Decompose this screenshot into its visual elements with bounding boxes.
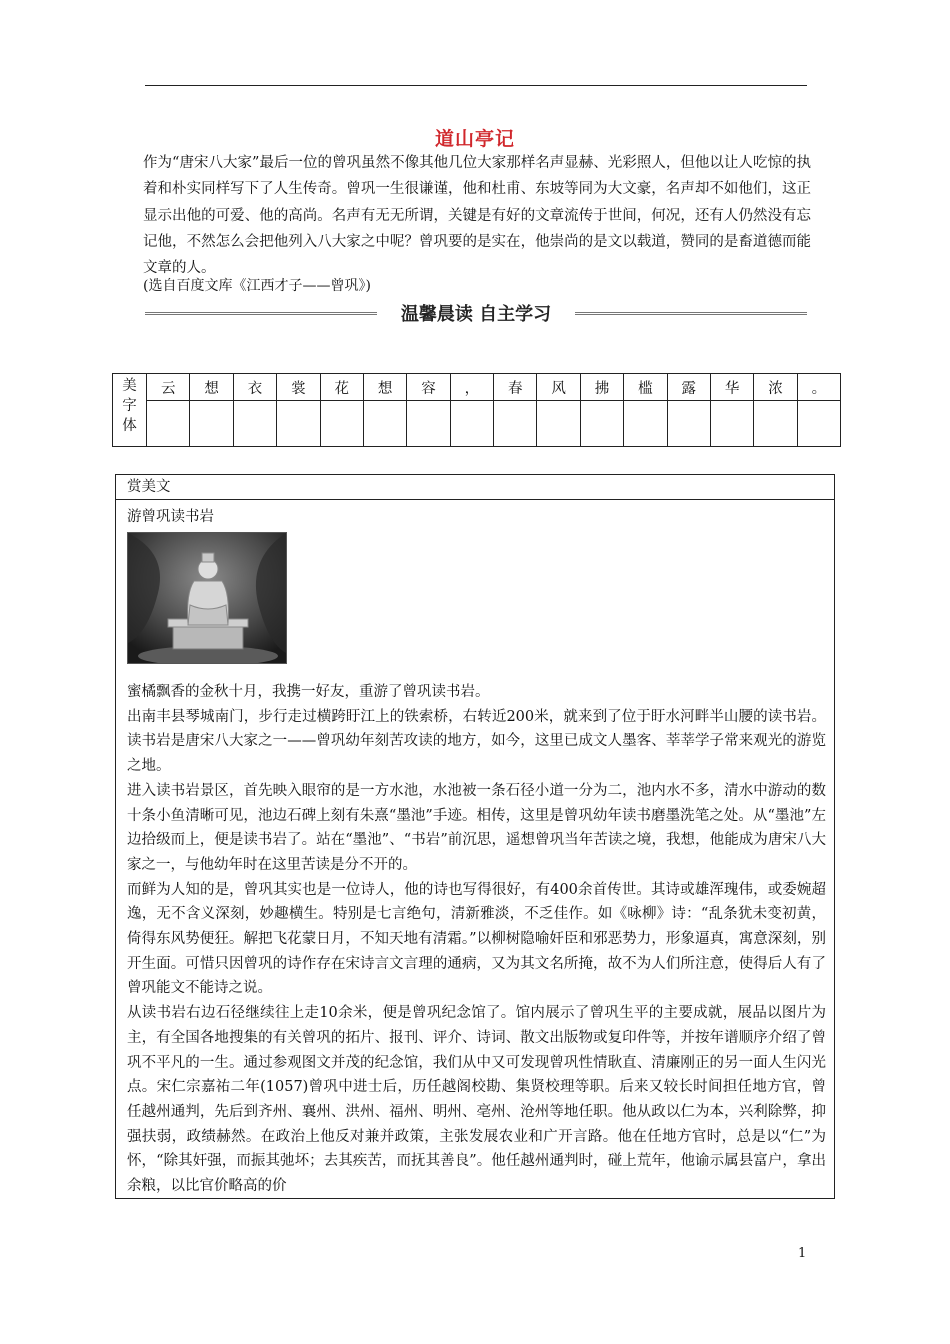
page-number: 1 [798,1246,807,1261]
essay-paragraph: 进入读书岩景区，首先映入眼帘的是一方水池，水池被一条石径小道一分为二，池内水不多，清水中游动的数十条小鱼清晰可见，池边石碑上刻有朱熹“墨池”手迹。相传，这里是曾巩幼年读书磨墨洗笔之处。从“墨池”左边拾级而上，便是读书岩了。站在“墨池”、“书岩”前沉思，遥想曾巩当年苦读之境，我想，他能成为唐宋八大家之一，与他幼年时在这里苦读是分不开的。 [127,782,826,873]
essay-paragraph: 出南丰县琴城南门，步行走过横跨盱江上的铁索桥，右转近200米，就来到了位于盱水河畔半山腰的读书岩。读书岩是唐宋八大家之一——曾巩幼年刻苦攻读的地方，如今，这里已成文人墨客、莘莘学子常来观光的游览之地。 [127,708,826,775]
calligraphy-row-header [113,374,147,447]
practice-cell[interactable] [754,401,797,447]
intro-source: (选自百度文库《江西才子——曾巩》) [143,278,371,294]
practice-cell[interactable] [407,401,450,447]
practice-cell[interactable] [450,401,493,447]
calligraphy-practice-row [113,401,841,447]
calligraphy-char: 裳 [277,374,320,401]
calligraphy-char: 槛 [624,374,667,401]
header-rule [145,85,807,86]
essay-title: 游曾巩读书岩 [127,509,214,525]
banner-label: 温馨晨读 自主学习 [400,304,552,325]
practice-cell[interactable] [147,401,190,447]
practice-cell[interactable] [190,401,233,447]
essay-box [115,474,835,1199]
practice-cell[interactable] [710,401,753,447]
statue-illustration [128,533,286,663]
essay-body [127,680,826,1199]
calligraphy-char: 风 [537,374,580,401]
calligraphy-char: 春 [494,374,537,401]
practice-cell[interactable] [363,401,406,447]
calligraphy-char: 想 [363,374,406,401]
row-header-text: 美字体 [122,378,137,434]
essay-paragraph: 从读书岩右边石径继续往上走10余米，便是曾巩纪念馆了。馆内展示了曾巩生平的主要成就，展品以图片为主，有全国各地搜集的有关曾巩的拓片、报刊、评介、诗词、散文出版物或复印件等，并按年谱顺序介绍了曾巩不平凡的一生。通过参观图文并茂的纪念馆，我们从中又可发现曾巩性情耿直、清廉刚正的另一面人生闪光点。宋仁宗嘉祐二年(1057)曾巩中进士后，历任越阁校勘、集贤校理等职。后来又较长时间担任地方官，曾任越州通判，先后到齐州、襄州、洪州、福州、明州、亳州、沧州等地任职。他从政以仁为本，兴利除弊，抑强扶弱，政绩赫然。在政治上他反对兼并政策，主张发展农业和广开言路。他在任地方官时，总是以“仁”为怀，“除其奸强，而振其弛坏；去其疾苦，而抚其善良”。他任越州通判时，碰上荒年，他谕示属县富户，拿出余粮，以比官价略高的价 [127,1005,826,1195]
calligraphy-char: ， [450,374,493,401]
statue-photo [127,532,287,664]
calligraphy-char: 衣 [233,374,276,401]
calligraphy-char: 拂 [580,374,623,401]
calligraphy-char: 华 [710,374,753,401]
practice-cell[interactable] [580,401,623,447]
essay-header: 赏美文 [116,475,834,500]
practice-cell[interactable] [537,401,580,447]
essay-content [116,506,834,1199]
calligraphy-char: 。 [797,374,840,401]
calligraphy-char-row [113,374,841,401]
banner-rule-right [575,312,807,315]
practice-cell[interactable] [624,401,667,447]
practice-cell[interactable] [277,401,320,447]
intro-text [143,150,811,281]
essay-paragraph: 而鲜为人知的是，曾巩其实也是一位诗人，他的诗也写得很好，有400余首传世。其诗或雄浑瑰伟，或委婉超逸，无不含义深刻，妙趣横生。特别是七言绝句，清新雅淡，不乏佳作。如《咏柳》诗：“乱条犹未变初黄，倚得东风势便狂。解把飞花蒙日月，不知天地有清霜。”以柳树隐喻奸臣和邪恶势力，形象逼真，寓意深刻，别开生面。可惜只因曾巩的诗作存在宋诗言文言理的通病，又为其文名所掩，故不为人们所注意，使得后人有了曾巩能文不能诗之说。 [127,881,826,997]
calligraphy-char: 浓 [754,374,797,401]
calligraphy-char: 想 [190,374,233,401]
calligraphy-char: 露 [667,374,710,401]
practice-cell[interactable] [667,401,710,447]
calligraphy-char: 云 [147,374,190,401]
practice-cell[interactable] [494,401,537,447]
calligraphy-char: 容 [407,374,450,401]
practice-cell[interactable] [797,401,840,447]
intro-paragraph: 作为“唐宋八大家”最后一位的曾巩虽然不像其他几位大家那样名声显赫、光彩照人，但他以让人吃惊的执着和朴实同样写下了人生传奇。曾巩一生很谦谨，他和杜甫、东坡等同为大文豪，名声却不如他们，这正显示出他的可爱、他的高尚。名声有无无所谓，关键是有好的文章流传于世间，何况，还有人仍然没有忘记他，不然怎么会把他列入八大家之中呢？曾巩要的是实在，他崇尚的是文以载道，赞同的是畜道德而能文章的人。 [143,155,811,277]
page-title: 道山亭记 [434,128,515,150]
calligraphy-char: 花 [320,374,363,401]
calligraphy-table [112,373,841,447]
practice-cell[interactable] [320,401,363,447]
practice-cell[interactable] [233,401,276,447]
section-banner [145,298,807,328]
essay-paragraph: 蜜橘飘香的金秋十月，我携一好友，重游了曾巩读书岩。 [127,684,490,700]
